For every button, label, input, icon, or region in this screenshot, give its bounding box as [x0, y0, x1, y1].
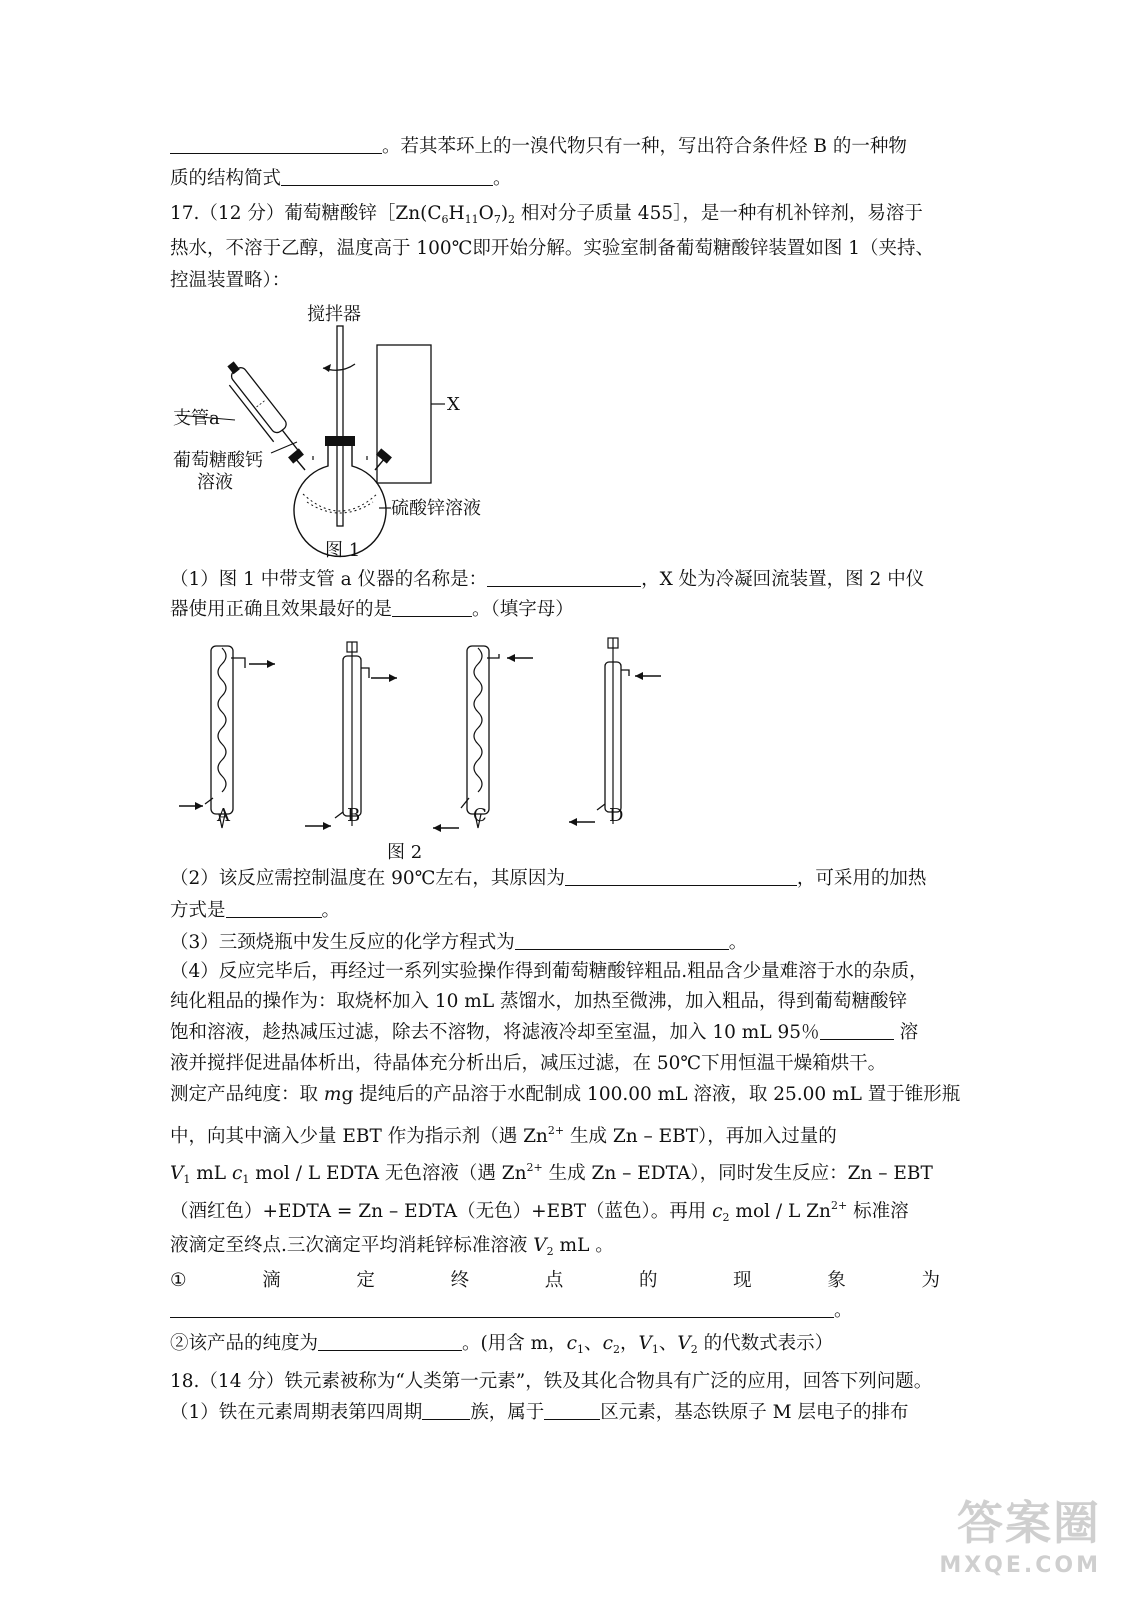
figure-1-caption: 图 1 [325, 540, 361, 561]
condenser-b [305, 642, 397, 830]
answer-blank[interactable] [487, 568, 641, 587]
q17-part-3: （3）三颈烧瓶中发生反应的化学方程式为 。 [170, 932, 748, 953]
answer-blank[interactable] [544, 1401, 600, 1420]
q17-part-4-line-4: 液并搅拌促进晶体析出，待晶体充分析出后，减压过滤，在 50℃下用恒温干燥箱烘干。 [170, 1053, 887, 1074]
constant-pressure-funnel [229, 365, 288, 435]
answer-blank[interactable] [515, 931, 729, 950]
endpoint-question: ① 滴 定 终 点 的 现 象 为 [170, 1270, 940, 1291]
q17-intro-line-1: 17.（12 分）葡萄糖酸锌$[Zn(C_6H_{11}O_7)_2$ 相对分子质量 455］，是一种有机补锌剂，易溶于 [170, 203, 923, 226]
measure-line-5: 液滴定至终点.三次滴定平均消耗锌标准溶液 $V_2$ mL 。 [170, 1235, 614, 1258]
q16-line-1: 。若其苯环上的一溴代物只有一种，写出符合条件烃 B 的一种物 [170, 134, 960, 160]
measure-line-1: 测定产品纯度：取 mg 提纯后的产品溶于水配制成 100.00 mL 溶液，取 25.00 mL 置于锥形瓶 [170, 1084, 961, 1105]
q17-part-2-line-1: （2）该反应需控制温度在 90℃左右，其原因为 ，可采用的加热 [170, 868, 927, 889]
endpoint-answer-line: 。 [170, 1298, 960, 1324]
q17-part-2-line-2: 方式是 。 [170, 900, 341, 921]
q17-part-1-line-2: 器使用正确且效果最好的是 。（填字母） [170, 599, 574, 620]
answer-blank[interactable] [318, 1332, 462, 1351]
figure-2-condensers [165, 628, 685, 868]
condenser-a [179, 646, 275, 828]
q17-intro-line-3: 控温装置略）： [170, 270, 291, 291]
q18-intro: 18.（14 分）铁元素被称为“人类第一元素”，铁及其化合物具有广泛的应用，回答下列问题。 [170, 1371, 933, 1392]
q17-part-1-line-1: （1）图 1 中带支管 a 仪器的名称是： ，X 处为冷凝回流装置，图 2 中仪 [170, 569, 925, 590]
q17-part-4-line-1: （4）反应完毕后，再经过一系列实验操作得到葡萄糖酸锌粗品.粗品含少量难溶于水的杂质， [170, 961, 928, 982]
measure-line-2: 中，向其中滴入少量 EBT 作为指示剂（遇 $Zn^{2+}$ 生成 Zn – EBT），再加入过量的 [170, 1124, 837, 1147]
label-stirrer: 搅拌器 [307, 304, 361, 325]
condenser-d [569, 638, 661, 826]
figure-1-apparatus [165, 298, 505, 566]
measure-line-4: （酒红色）+EDTA = Zn – EDTA（无色）+EBT（蓝色）。再用 $c_2$ mol / L $Zn^{2+}$ 标准溶 [170, 1199, 909, 1224]
label-c: C [473, 805, 487, 826]
label-d: D [609, 805, 624, 826]
label-a: A [217, 805, 230, 826]
branch-tube-a [229, 385, 273, 442]
measure-line-3: $V_1$ mL $c_1$ mol / L EDTA 无色溶液（遇 $Zn^{2+}$ 生成 Zn – EDTA），同时发生反应：Zn – EBT [170, 1161, 933, 1186]
label-x: X [447, 394, 460, 415]
figure-2-caption: 图 2 [387, 842, 423, 863]
zinc-sulfate-liquid [303, 494, 377, 511]
purity-question: ②该产品的纯度为 。(用含 m，$c_1$、$c_2$，$V_1$、$V_2$ 的代数式表示） [170, 1333, 834, 1356]
answer-blank[interactable] [392, 598, 472, 617]
center-stopper [325, 436, 355, 446]
answer-blank[interactable] [565, 867, 797, 886]
answer-blank[interactable] [820, 1021, 894, 1040]
answer-blank[interactable] [170, 1299, 834, 1318]
label-branch-a: 支管a [173, 408, 220, 429]
watermark-logo: 答案圈 MXQE.COM [939, 1496, 1101, 1578]
answer-blank[interactable] [281, 167, 493, 186]
answer-blank[interactable] [226, 899, 322, 918]
q18-part-1: （1）铁在元素周期表第四周期 族，属于 区元素，基态铁原子 M 层电子的排布 [170, 1402, 909, 1423]
q17-intro-line-2: 热水，不溶于乙醇，温度高于 100℃即开始分解。实验室制备葡萄糖酸锌装置如图 1（夹持、 [170, 238, 935, 259]
answer-blank[interactable] [422, 1401, 470, 1420]
condenser-box-x [377, 345, 431, 483]
answer-blank[interactable] [170, 135, 382, 154]
label-b: B [347, 805, 361, 826]
label-zinc-sulfate: 硫酸锌溶液 [391, 498, 481, 519]
q16-line-2: 质的结构简式 。 [170, 168, 512, 189]
label-calcium-gluconate: 葡萄糖酸钙 [173, 450, 263, 471]
label-calcium-solution: 溶液 [197, 472, 233, 493]
q17-part-4-line-2: 纯化粗品的操作为：取烧杯加入 10 mL 蒸馏水，加热至微沸，加入粗品，得到葡萄糖酸锌 [170, 991, 908, 1012]
q17-part-4-line-3: 饱和溶液，趁热减压过滤，除去不溶物，将滤液冷却至室温，加入 10 mL 95％ 溶 [170, 1022, 919, 1043]
stirrer-rod [337, 326, 343, 526]
